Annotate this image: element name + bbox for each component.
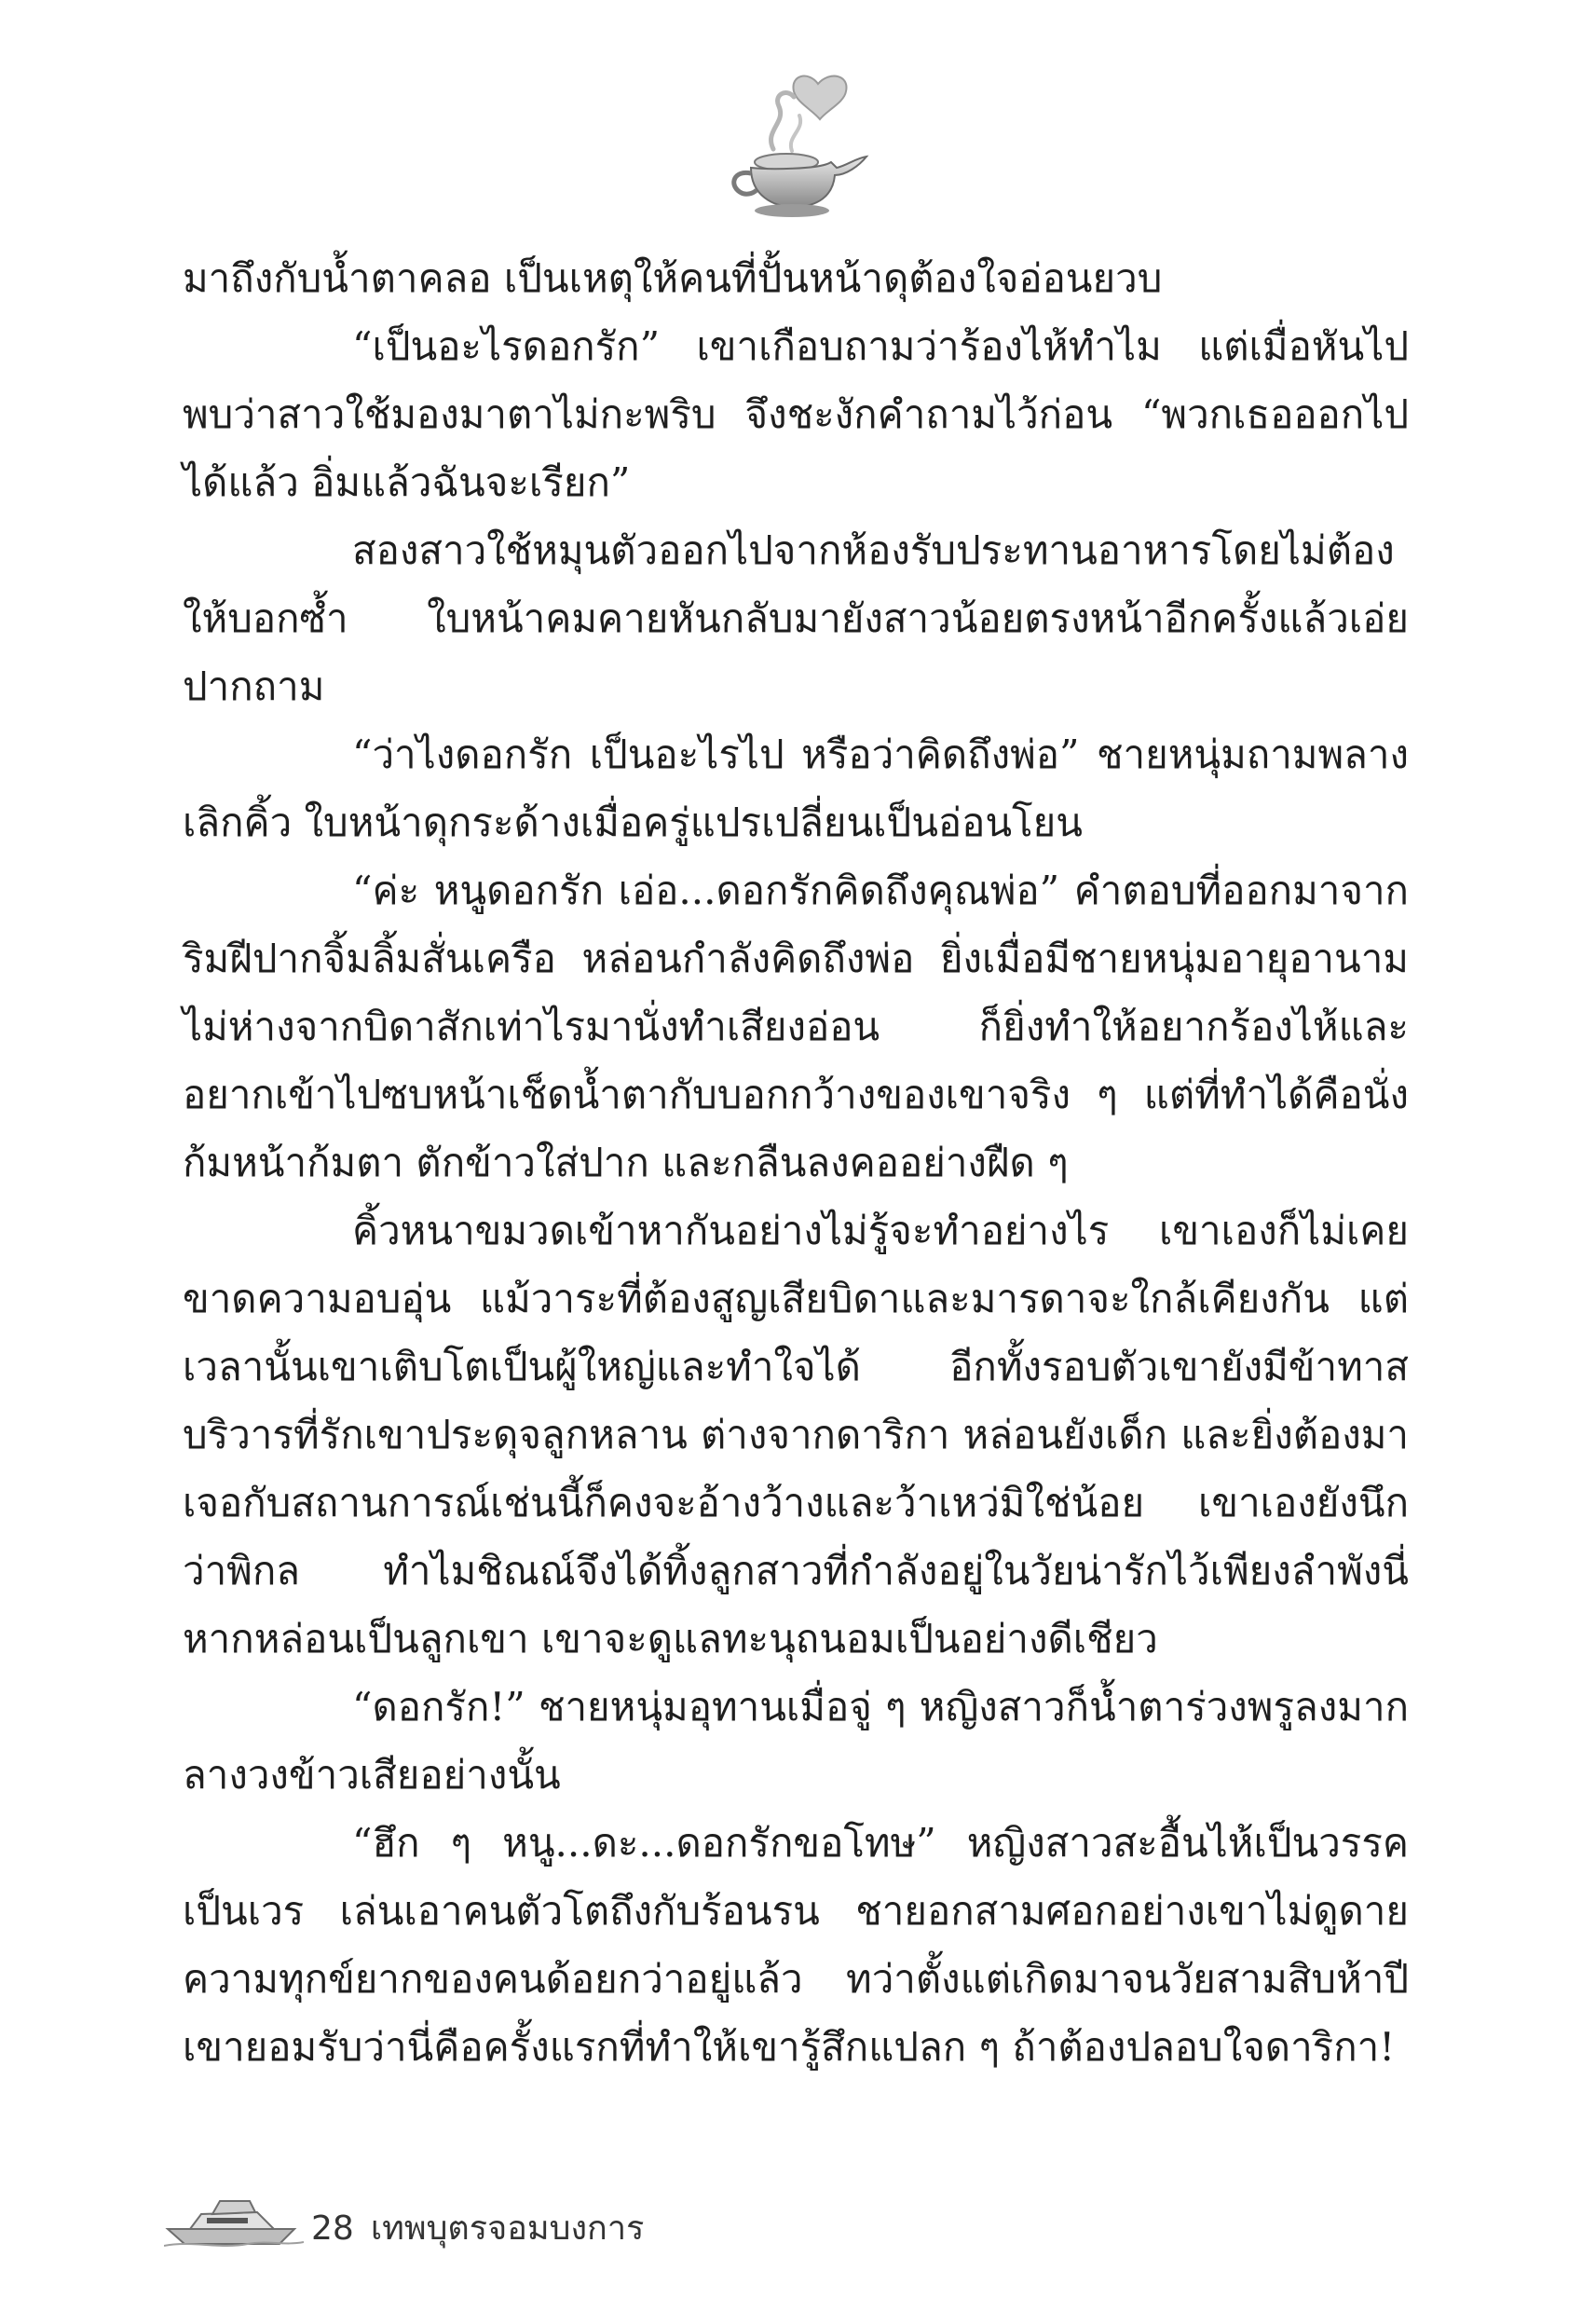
folio <box>311 2201 661 2254</box>
body-text <box>183 244 1409 2081</box>
paragraph: สองสาวใช้หมุนตัวออกไปจากห้องรับประทานอาหารโดยไม่ต้องให้บอกซ้ำ ใบหน้าคมคายหันกลับมายังสาวน้อยตรงหน้าอีกครั้งแล้วเอ่ยปากถาม <box>183 527 1409 709</box>
page-footer <box>164 2186 816 2261</box>
paragraph: “ฮึก ๆ หนู...ดะ...ดอกรักขอโทษ” หญิงสาวสะอื้นไห้เป็นวรรคเป็นเวร เล่นเอาคนตัวโตถึงกับร้อนรน ชายอกสามศอกอย่างเขาไม่ดูดายความทุกข์ยากของคนด้อยกว่าอยู่แล้ว ทว่าตั้งแต่เกิดมาจนวัยสามสิบห้าปี เขายอมรับว่านี่คือครั้งแรกที่ทำให้เขารู้สึกแปลก ๆ ถ้าต้องปลอบใจดาริกา! <box>183 1820 1409 2070</box>
paragraph: “เป็นอะไรดอกรัก” เขาเกือบถามว่าร้องไห้ทำไม แต่เมื่อหันไปพบว่าสาวใช้มองมาตาไม่กะพริบ จึงชะงักคำถามไว้ก่อน “พวกเธอออกไปได้แล้ว อิ่มแล้วฉันจะเรียก” <box>183 323 1409 505</box>
paragraph: “ค่ะ หนูดอกรัก เอ่อ...ดอกรักคิดถึงคุณพ่อ” คำตอบที่ออกมาจากริมฝีปากจิ้มลิ้มสั่นเครือ หล่อนกำลังคิดถึงพ่อ ยิ่งเมื่อมีชายหนุ่มอายุอานามไม่ห่างจากบิดาสักเท่าไรมานั่งทำเสียงอ่อน ก็ยิ่งทำให้อยากร้องไห้และอยากเข้าไปซบหน้าเช็ดน้ำตากับบอกกว้างของเขาจริง ๆ แต่ที่ทำได้คือนั่งก้มหน้าก้มตา ตักข้าวใส่ปาก และกลืนลงคออย่างฝืด ๆ <box>183 868 1409 1185</box>
book-title: เทพบุตรจอมบงการ <box>370 2209 645 2248</box>
teapot-with-heart-icon <box>708 65 876 224</box>
paragraph: คิ้วหนาขมวดเข้าหากันอย่างไม่รู้จะทำอย่างไร เขาเองก็ไม่เคยขาดความอบอุ่น แม้วาระที่ต้องสูญเสียบิดาและมารดาจะใกล้เคียงกัน แต่เวลานั้นเขาเติบโตเป็นผู้ใหญ่และทำใจได้ อีกทั้งรอบตัวเขายังมีข้าทาสบริวารที่รักเขาประดุจลูกหลาน ต่างจากดาริกา หล่อนยังเด็ก และยิ่งต้องมาเจอกับสถานการณ์เช่นนี้ก็คงจะอ้างว้างและว้าเหว่มิใช่น้อย เขาเองยังนึกว่าพิกล ทำไมชิณณ์จึงได้ทิ้งลูกสาวที่กำลังอยู่ในวัยน่ารักไว้เพียงลำพังนี่หากหล่อนเป็นลูกเขา เขาจะดูแลทะนุถนอมเป็นอย่างดีเชียว <box>183 1208 1409 1661</box>
paragraph: “ดอกรัก!” ชายหนุ่มอุทานเมื่อจู่ ๆ หญิงสาวก็น้ำตาร่วงพรูลงมากลางวงข้าวเสียอย่างนั้น <box>183 1684 1409 1798</box>
paragraph: มาถึงกับน้ำตาคลอ เป็นเหตุให้คนที่ปั้นหน้าดุต้องใจอ่อนยวบ <box>183 255 1163 301</box>
page-number: 28 <box>311 2209 354 2248</box>
yacht-icon <box>164 2192 304 2249</box>
paragraph: “ว่าไงดอกรัก เป็นอะไรไป หรือว่าคิดถึงพ่อ” ชายหนุ่มถามพลางเลิกคิ้ว ใบหน้าดุกระด้างเมื่อครู่แปรเปลี่ยนเป็นอ่อนโยน <box>183 732 1409 845</box>
